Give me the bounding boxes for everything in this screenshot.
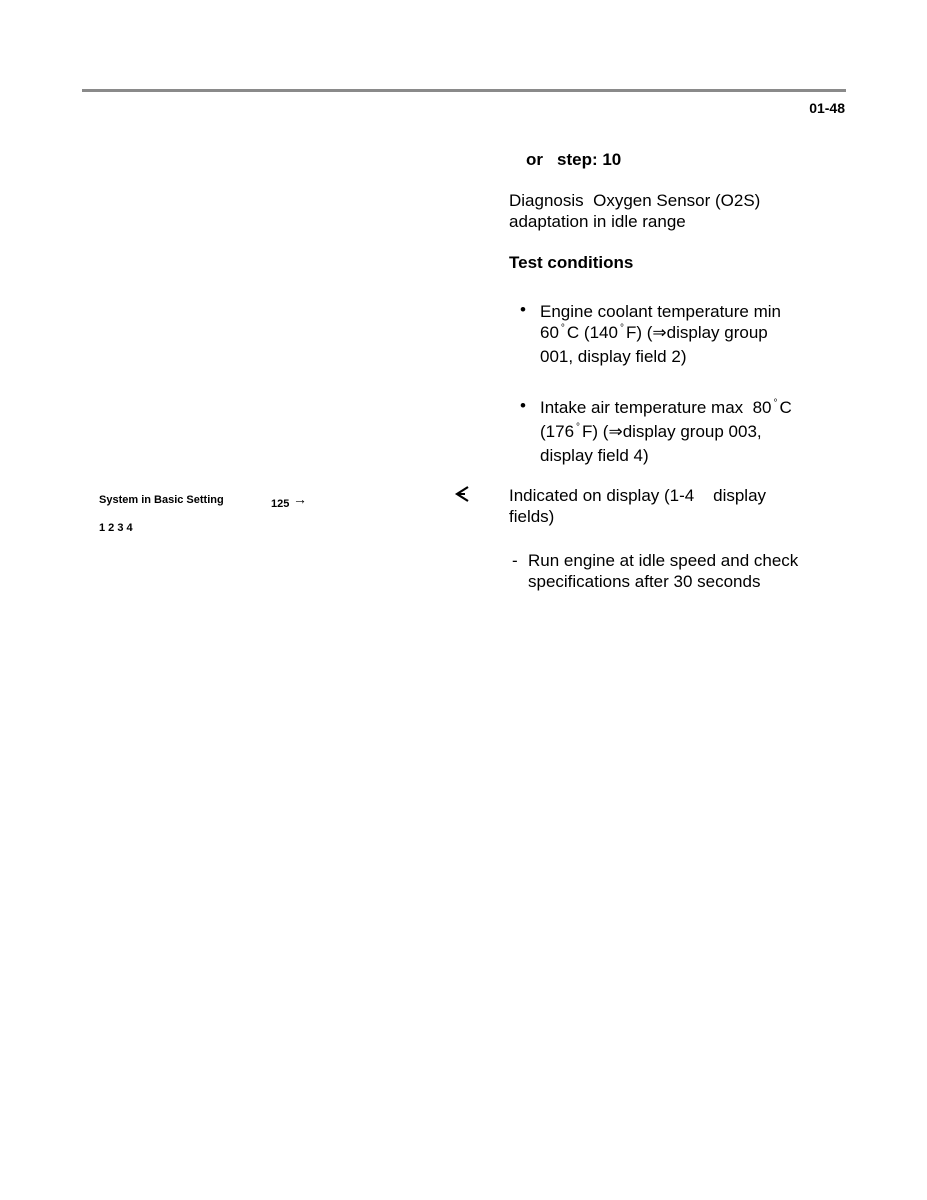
step-label: step: 10 <box>557 150 622 169</box>
instruction-line-2: specifications after 30 seconds <box>528 572 761 591</box>
instruction-text <box>528 550 838 592</box>
diagnosis-block <box>509 190 839 232</box>
condition-item-intake-air <box>540 397 830 466</box>
test-conditions-heading: Test conditions <box>509 253 634 272</box>
or-label: or <box>526 150 543 169</box>
header-rule <box>82 89 846 92</box>
diagnosis-line-1: Diagnosis Oxygen Sensor (O2S) <box>509 191 761 210</box>
degree-symbol: ° <box>773 398 778 409</box>
instruction-line-1: Run engine at idle speed and check <box>528 551 799 570</box>
condition-line: display field 4) <box>540 446 649 465</box>
page-number: 01-48 <box>809 100 845 116</box>
indicated-block <box>509 485 839 527</box>
degree-symbol: ° <box>619 323 624 334</box>
degree-symbol: ° <box>576 422 581 433</box>
bullet-marker: • <box>520 396 526 415</box>
display-screen-title: System in Basic Setting <box>99 494 224 506</box>
diagnosis-line-2: adaptation in idle range <box>509 212 686 231</box>
indicated-line-1: Indicated on display (1-4 display <box>509 486 767 505</box>
arrow-left-icon <box>454 485 470 508</box>
condition-item-coolant <box>540 301 830 367</box>
display-screen-fields: 1 2 3 4 <box>99 522 133 534</box>
display-screen-value: 125 <box>271 498 290 510</box>
instruction-dash: - <box>512 551 518 570</box>
arrow-right-icon: → <box>293 491 307 507</box>
degree-symbol: ° <box>560 323 565 334</box>
condition-line: 60 ° C (140 ° F) (⇒display group <box>540 323 768 342</box>
step-line <box>526 150 621 170</box>
bullet-marker: • <box>520 300 526 319</box>
condition-line: Engine coolant temperature min <box>540 302 781 321</box>
condition-line: (176 ° F) (⇒display group 003, <box>540 422 762 441</box>
condition-line: 001, display field 2) <box>540 347 687 366</box>
indicated-line-2: fields) <box>509 507 555 526</box>
condition-line: Intake air temperature max 80 ° C <box>540 398 792 417</box>
